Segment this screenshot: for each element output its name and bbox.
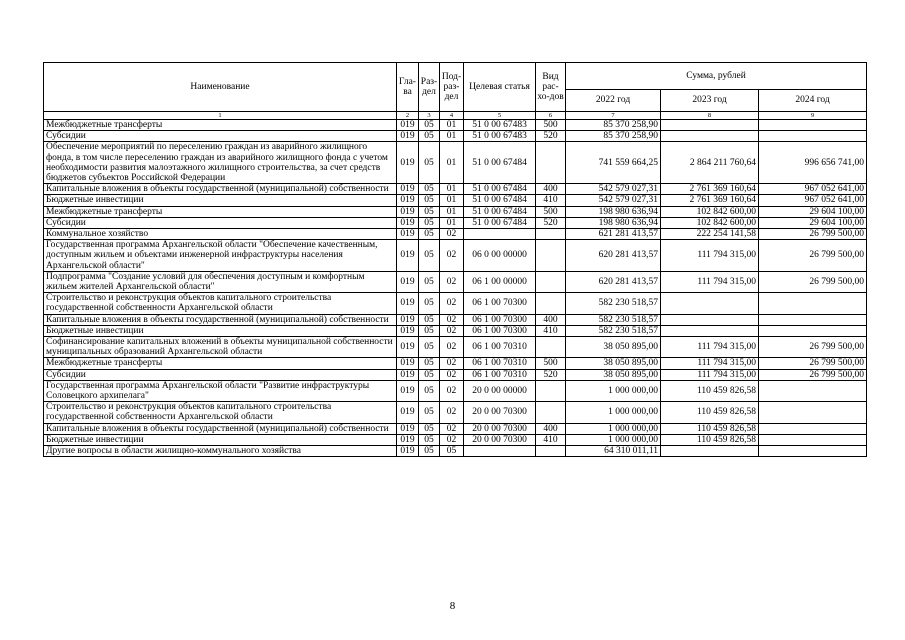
cell-sum-2023 — [661, 325, 759, 336]
cell-vid: 400 — [536, 184, 566, 195]
cell-sum-2022: 620 281 413,57 — [566, 271, 661, 292]
cell-sum-2024 — [759, 402, 867, 423]
cell-sum-2023 — [661, 120, 759, 131]
cell-sum-2023: 102 842 600,00 — [661, 217, 759, 228]
cell-glava: 019 — [397, 131, 419, 142]
cell-vid — [536, 142, 566, 184]
cell-glava: 019 — [397, 271, 419, 292]
cell-vid: 500 — [536, 358, 566, 369]
cell-sum-2022: 1 000 000,00 — [566, 423, 661, 434]
column-number: 4 — [440, 112, 464, 120]
cell-razdel: 05 — [419, 380, 440, 401]
budget-table — [43, 62, 867, 457]
cell-target: 06 0 00 00000 — [464, 240, 536, 272]
cell-sum-2024: 26 799 500,00 — [759, 271, 867, 292]
table-row — [44, 240, 867, 272]
cell-sum-2024 — [759, 434, 867, 445]
cell-target: 51 0 00 67484 — [464, 195, 536, 206]
cell-sum-2024: 29 604 100,00 — [759, 217, 867, 228]
table-row — [44, 120, 867, 131]
cell-glava: 019 — [397, 206, 419, 217]
column-number: 3 — [419, 112, 440, 120]
cell-vid — [536, 240, 566, 272]
table-row — [44, 131, 867, 142]
cell-name: Другие вопросы в области жилищно-коммунального хозяйства — [44, 446, 397, 457]
cell-sum-2024: 26 799 500,00 — [759, 337, 867, 358]
table-row — [44, 325, 867, 336]
cell-sum-2024: 26 799 500,00 — [759, 240, 867, 272]
table-row — [44, 217, 867, 228]
cell-name: Бюджетные инвестиции — [44, 195, 397, 206]
cell-razdel: 05 — [419, 206, 440, 217]
table-row — [44, 142, 867, 184]
cell-target: 06 1 00 70310 — [464, 358, 536, 369]
cell-podrazdel: 01 — [440, 131, 464, 142]
cell-podrazdel: 02 — [440, 337, 464, 358]
cell-sum-2024: 29 604 100,00 — [759, 206, 867, 217]
cell-vid: 520 — [536, 369, 566, 380]
cell-sum-2023 — [661, 131, 759, 142]
cell-sum-2024: 967 052 641,00 — [759, 195, 867, 206]
cell-razdel: 05 — [419, 337, 440, 358]
cell-podrazdel: 01 — [440, 142, 464, 184]
cell-sum-2022: 64 310 011,11 — [566, 446, 661, 457]
column-number: 8 — [661, 112, 759, 120]
cell-glava: 019 — [397, 240, 419, 272]
header-sum: Сумма, рублей — [566, 63, 867, 90]
cell-razdel: 05 — [419, 131, 440, 142]
cell-sum-2024 — [759, 131, 867, 142]
cell-sum-2022: 582 230 518,57 — [566, 325, 661, 336]
cell-target: 06 1 00 70300 — [464, 293, 536, 314]
cell-target: 06 1 00 70310 — [464, 369, 536, 380]
cell-target — [464, 446, 536, 457]
cell-sum-2022: 198 980 636,94 — [566, 217, 661, 228]
cell-target: 06 1 00 00000 — [464, 271, 536, 292]
cell-sum-2023: 111 794 315,00 — [661, 240, 759, 272]
cell-sum-2022: 542 579 027,31 — [566, 195, 661, 206]
cell-target: 20 0 00 70300 — [464, 434, 536, 445]
table-row — [44, 314, 867, 325]
cell-name: Бюджетные инвестиции — [44, 434, 397, 445]
cell-name: Субсидии — [44, 369, 397, 380]
cell-sum-2023: 2 864 211 760,64 — [661, 142, 759, 184]
cell-glava: 019 — [397, 293, 419, 314]
cell-razdel: 05 — [419, 314, 440, 325]
cell-glava: 019 — [397, 358, 419, 369]
cell-vid — [536, 271, 566, 292]
cell-podrazdel: 02 — [440, 325, 464, 336]
cell-sum-2024 — [759, 446, 867, 457]
cell-sum-2022: 582 230 518,57 — [566, 293, 661, 314]
cell-sum-2024 — [759, 325, 867, 336]
cell-sum-2023: 111 794 315,00 — [661, 271, 759, 292]
cell-vid: 410 — [536, 434, 566, 445]
table-row — [44, 369, 867, 380]
cell-sum-2023: 111 794 315,00 — [661, 337, 759, 358]
cell-target: 51 0 00 67484 — [464, 184, 536, 195]
column-number: 1 — [44, 112, 397, 120]
table-body — [44, 120, 867, 457]
table-row — [44, 337, 867, 358]
cell-sum-2022: 38 050 895,00 — [566, 337, 661, 358]
cell-razdel: 05 — [419, 240, 440, 272]
cell-sum-2022: 198 980 636,94 — [566, 206, 661, 217]
cell-target: 06 1 00 70300 — [464, 325, 536, 336]
cell-name: Коммунальное хозяйство — [44, 229, 397, 240]
cell-name: Бюджетные инвестиции — [44, 325, 397, 336]
column-number: 6 — [536, 112, 566, 120]
cell-podrazdel: 01 — [440, 184, 464, 195]
cell-razdel: 05 — [419, 402, 440, 423]
cell-sum-2024 — [759, 314, 867, 325]
cell-glava: 019 — [397, 434, 419, 445]
cell-name: Строительство и реконструкция объектов капитального строительства государственной собственности Архангельской области — [44, 402, 397, 423]
cell-name: Капитальные вложения в объекты государственной (муниципальной) собственности — [44, 184, 397, 195]
cell-glava: 019 — [397, 337, 419, 358]
cell-glava: 019 — [397, 423, 419, 434]
cell-target: 20 0 00 70300 — [464, 423, 536, 434]
header-razdel: Раз-дел — [419, 63, 440, 112]
cell-sum-2022: 38 050 895,00 — [566, 358, 661, 369]
cell-sum-2024 — [759, 293, 867, 314]
cell-target: 51 0 00 67484 — [464, 206, 536, 217]
cell-sum-2023: 2 761 369 160,64 — [661, 195, 759, 206]
cell-glava: 019 — [397, 380, 419, 401]
cell-razdel: 05 — [419, 369, 440, 380]
page-number: 8 — [449, 600, 456, 612]
cell-razdel: 05 — [419, 142, 440, 184]
cell-glava: 019 — [397, 120, 419, 131]
cell-sum-2024: 996 656 741,00 — [759, 142, 867, 184]
header-target: Целевая статья — [464, 63, 536, 112]
column-number: 5 — [464, 112, 536, 120]
header-name: Наименование — [44, 63, 397, 112]
cell-podrazdel: 02 — [440, 402, 464, 423]
cell-podrazdel: 02 — [440, 314, 464, 325]
cell-sum-2023: 2 761 369 160,64 — [661, 184, 759, 195]
cell-podrazdel: 01 — [440, 120, 464, 131]
column-number: 2 — [397, 112, 419, 120]
table-row — [44, 380, 867, 401]
cell-target: 06 1 00 70310 — [464, 337, 536, 358]
cell-vid: 520 — [536, 217, 566, 228]
cell-podrazdel: 02 — [440, 369, 464, 380]
cell-sum-2023: 110 459 826,58 — [661, 423, 759, 434]
cell-vid — [536, 337, 566, 358]
column-number-row — [44, 112, 867, 120]
cell-glava: 019 — [397, 142, 419, 184]
cell-vid — [536, 446, 566, 457]
table-row — [44, 402, 867, 423]
cell-podrazdel: 05 — [440, 446, 464, 457]
cell-sum-2023 — [661, 446, 759, 457]
header-year-2022: 2022 год — [566, 90, 661, 112]
header-year-2024: 2024 год — [759, 90, 867, 112]
cell-razdel: 05 — [419, 195, 440, 206]
cell-sum-2024 — [759, 380, 867, 401]
cell-sum-2022: 542 579 027,31 — [566, 184, 661, 195]
cell-name: Капитальные вложения в объекты государственной (муниципальной) собственности — [44, 423, 397, 434]
table-row — [44, 434, 867, 445]
cell-target: 51 0 00 67484 — [464, 217, 536, 228]
table-row — [44, 184, 867, 195]
cell-sum-2024 — [759, 120, 867, 131]
cell-podrazdel: 02 — [440, 240, 464, 272]
cell-vid — [536, 229, 566, 240]
cell-sum-2023: 111 794 315,00 — [661, 369, 759, 380]
cell-name: Строительство и реконструкция объектов капитального строительства государственной собственности Архангельской области — [44, 293, 397, 314]
table-row — [44, 195, 867, 206]
cell-name: Капитальные вложения в объекты государственной (муниципальной) собственности — [44, 314, 397, 325]
cell-name: Межбюджетные трансферты — [44, 206, 397, 217]
cell-razdel: 05 — [419, 446, 440, 457]
header-vid: Вид рас-хо-дов — [536, 63, 566, 112]
column-number: 7 — [566, 112, 661, 120]
cell-vid — [536, 293, 566, 314]
cell-glava: 019 — [397, 184, 419, 195]
cell-glava: 019 — [397, 369, 419, 380]
cell-sum-2022: 620 281 413,57 — [566, 240, 661, 272]
cell-sum-2023 — [661, 314, 759, 325]
cell-sum-2024: 26 799 500,00 — [759, 369, 867, 380]
cell-podrazdel: 02 — [440, 271, 464, 292]
cell-sum-2023: 110 459 826,58 — [661, 402, 759, 423]
table-row — [44, 446, 867, 457]
header-year-2023: 2023 год — [661, 90, 759, 112]
cell-sum-2023: 110 459 826,58 — [661, 380, 759, 401]
cell-sum-2024: 26 799 500,00 — [759, 229, 867, 240]
cell-sum-2023: 110 459 826,58 — [661, 434, 759, 445]
cell-vid — [536, 380, 566, 401]
table-row — [44, 358, 867, 369]
cell-podrazdel: 02 — [440, 358, 464, 369]
cell-razdel: 05 — [419, 271, 440, 292]
cell-sum-2023 — [661, 293, 759, 314]
cell-name: Субсидии — [44, 131, 397, 142]
cell-sum-2022: 741 559 664,25 — [566, 142, 661, 184]
cell-name: Софинансирование капитальных вложений в объекты муниципальной собственности муниципальных образований Архангельской области — [44, 337, 397, 358]
table-row — [44, 423, 867, 434]
column-number: 9 — [759, 112, 867, 120]
cell-vid: 410 — [536, 195, 566, 206]
cell-name: Обеспечение мероприятий по переселению граждан из аварийного жилищного фонда, в том числе переселению граждан из аварийного жилищного фонда с учетом необходимости развития малоэтажного жилищного строительства, за счет средств бюджетов субъектов Российской Федерации — [44, 142, 397, 184]
cell-sum-2022: 85 370 258,90 — [566, 131, 661, 142]
cell-razdel: 05 — [419, 120, 440, 131]
cell-glava: 019 — [397, 314, 419, 325]
cell-sum-2023: 102 842 600,00 — [661, 206, 759, 217]
cell-vid: 400 — [536, 314, 566, 325]
cell-podrazdel: 02 — [440, 293, 464, 314]
cell-razdel: 05 — [419, 293, 440, 314]
cell-target: 51 0 00 67484 — [464, 142, 536, 184]
cell-glava: 019 — [397, 217, 419, 228]
cell-name: Государственная программа Архангельской области "Обеспечение качественным, доступным жильем и объектами инженерной инфраструктуры населения Архангельской области" — [44, 240, 397, 272]
cell-glava: 019 — [397, 195, 419, 206]
cell-vid: 410 — [536, 325, 566, 336]
cell-glava: 019 — [397, 325, 419, 336]
cell-vid: 400 — [536, 423, 566, 434]
cell-target — [464, 229, 536, 240]
cell-sum-2024: 967 052 641,00 — [759, 184, 867, 195]
header-podrazdel: Под-раз-дел — [440, 63, 464, 112]
cell-vid — [536, 402, 566, 423]
cell-glava: 019 — [397, 402, 419, 423]
cell-razdel: 05 — [419, 229, 440, 240]
cell-target: 20 0 00 00000 — [464, 380, 536, 401]
cell-razdel: 05 — [419, 423, 440, 434]
cell-name: Субсидии — [44, 217, 397, 228]
cell-glava: 019 — [397, 229, 419, 240]
cell-sum-2022: 1 000 000,00 — [566, 434, 661, 445]
cell-glava: 019 — [397, 446, 419, 457]
cell-target: 06 1 00 70300 — [464, 314, 536, 325]
cell-name: Подпрограмма "Создание условий для обеспечения доступным и комфортным жильем жителей Архангельской области" — [44, 271, 397, 292]
cell-razdel: 05 — [419, 358, 440, 369]
cell-sum-2023: 111 794 315,00 — [661, 358, 759, 369]
cell-podrazdel: 01 — [440, 206, 464, 217]
cell-target: 20 0 00 70300 — [464, 402, 536, 423]
cell-sum-2022: 1 000 000,00 — [566, 380, 661, 401]
cell-name: Межбюджетные трансферты — [44, 120, 397, 131]
cell-target: 51 0 00 67483 — [464, 120, 536, 131]
cell-razdel: 05 — [419, 434, 440, 445]
cell-podrazdel: 02 — [440, 434, 464, 445]
header-glava: Гла-ва — [397, 63, 419, 112]
cell-sum-2022: 1 000 000,00 — [566, 402, 661, 423]
cell-razdel: 05 — [419, 325, 440, 336]
table-row — [44, 271, 867, 292]
cell-podrazdel: 02 — [440, 423, 464, 434]
cell-razdel: 05 — [419, 184, 440, 195]
cell-podrazdel: 01 — [440, 195, 464, 206]
cell-target: 51 0 00 67483 — [464, 131, 536, 142]
cell-vid: 500 — [536, 206, 566, 217]
table-row — [44, 293, 867, 314]
cell-sum-2022: 582 230 518,57 — [566, 314, 661, 325]
cell-vid: 500 — [536, 120, 566, 131]
cell-name: Государственная программа Архангельской области "Развитие инфраструктуры Соловецкого архипелага" — [44, 380, 397, 401]
cell-podrazdel: 01 — [440, 217, 464, 228]
cell-sum-2024: 26 799 500,00 — [759, 358, 867, 369]
cell-sum-2024 — [759, 423, 867, 434]
cell-vid: 520 — [536, 131, 566, 142]
cell-podrazdel: 02 — [440, 380, 464, 401]
cell-sum-2022: 621 281 413,57 — [566, 229, 661, 240]
cell-sum-2022: 38 050 895,00 — [566, 369, 661, 380]
table-row — [44, 206, 867, 217]
cell-sum-2023: 222 254 141,58 — [661, 229, 759, 240]
table-row — [44, 229, 867, 240]
cell-podrazdel: 02 — [440, 229, 464, 240]
cell-sum-2022: 85 370 258,90 — [566, 120, 661, 131]
cell-razdel: 05 — [419, 217, 440, 228]
cell-name: Межбюджетные трансферты — [44, 358, 397, 369]
